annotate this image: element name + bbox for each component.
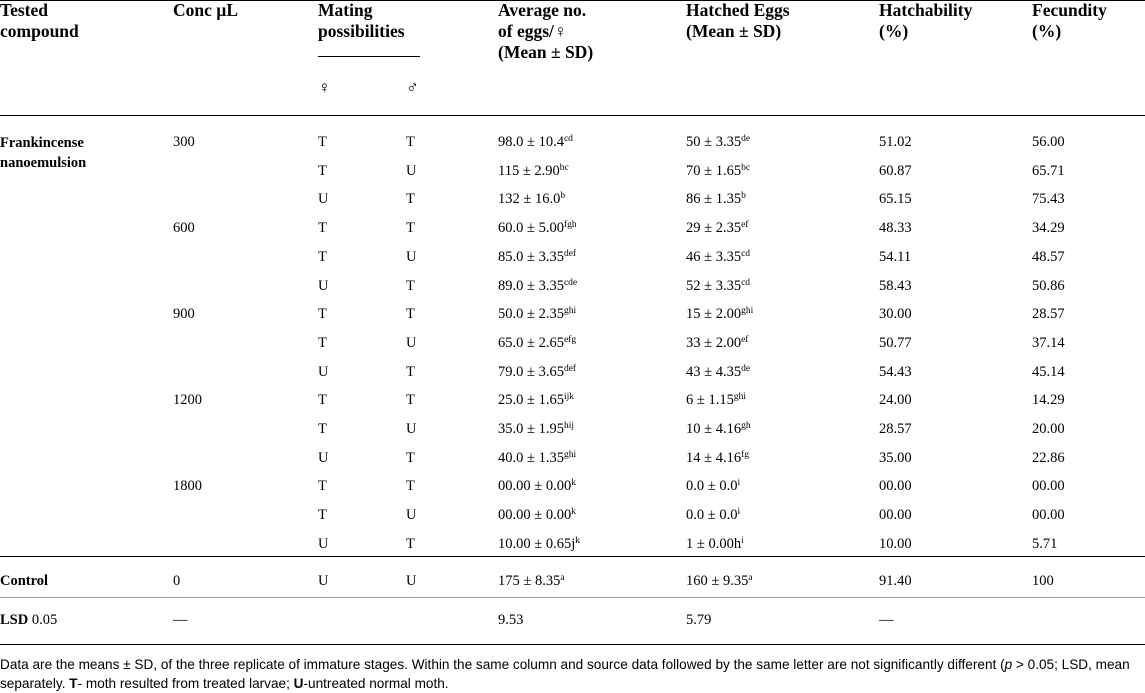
control-hatched-value: 160 ± 9.35 — [686, 573, 749, 589]
cell-avg-eggs-value: 40.0 ± 1.35 — [498, 450, 564, 466]
cell-avg-eggs-sup: cde — [563, 278, 578, 288]
cell-avg-eggs-sup: b — [560, 191, 566, 201]
cell-avg-eggs-value: 50.0 ± 2.35 — [498, 306, 564, 322]
cell-female: T — [318, 421, 327, 437]
cell-hatched-eggs-value: 70 ± 1.65 — [686, 163, 742, 179]
cell-fecundity: 14.29 — [1032, 392, 1065, 408]
cell-fecundity: 50.86 — [1032, 278, 1065, 294]
header-avg-line3: (Mean ± SD) — [498, 42, 594, 62]
cell-hatched-eggs-sup: b — [741, 191, 746, 201]
cell-avg-eggs-value: 65.0 ± 2.65 — [498, 335, 564, 351]
cell-hatched-eggs — [686, 506, 740, 524]
cell-hatched-eggs-sup: ef — [741, 335, 749, 345]
cell-avg-eggs — [498, 506, 576, 524]
cell-hatched-eggs — [686, 162, 750, 180]
cell-female: U — [318, 450, 329, 466]
compound-line2: nanoemulsion — [0, 155, 87, 171]
cell-avg-eggs — [498, 219, 577, 237]
header-hatchability-line1: Hatchability — [879, 0, 973, 20]
cell-conc: 300 — [173, 134, 195, 150]
header-fecundity-line2: (%) — [1032, 21, 1062, 41]
cell-fecundity: 00.00 — [1032, 478, 1065, 494]
cell-conc: 1200 — [173, 392, 202, 408]
compound-label — [0, 133, 86, 173]
cell-hatchability: 60.87 — [879, 163, 912, 179]
cell-female: T — [318, 335, 327, 351]
cell-avg-eggs-value: 60.0 ± 5.00 — [498, 220, 564, 236]
cell-female: T — [318, 306, 327, 322]
cell-male: T — [406, 364, 415, 380]
cell-fecundity: 5.71 — [1032, 536, 1058, 552]
header-hatched-line1: Hatched Eggs — [686, 0, 790, 20]
cell-male: T — [406, 306, 415, 322]
cell-hatched-eggs-value: 33 ± 2.00 — [686, 335, 742, 351]
cell-male: U — [406, 249, 417, 265]
control-hatched — [686, 572, 753, 590]
cell-hatchability: 30.00 — [879, 306, 912, 322]
cell-avg-eggs — [498, 391, 574, 409]
cell-hatched-eggs-sup: cd — [741, 278, 751, 288]
cell-hatchability: 54.43 — [879, 364, 912, 380]
control-conc: 0 — [173, 573, 181, 589]
cell-female: T — [318, 507, 327, 523]
header-tested-line2: compound — [0, 21, 79, 41]
cell-fecundity: 34.29 — [1032, 220, 1065, 236]
header-conc: Conc µL — [173, 0, 239, 20]
cell-avg-eggs — [498, 248, 576, 266]
footnote-text1: Data are the means ± SD, of the three replicate of immature stages. Within the same column and source data followed by the same letter are not significantly different ( — [0, 657, 1005, 672]
lsd-label-bold: LSD — [0, 612, 29, 628]
cell-hatched-eggs-value: 52 ± 3.35 — [686, 278, 742, 294]
header-hatched-eggs — [686, 0, 790, 42]
cell-avg-eggs-value: 25.0 ± 1.65 — [498, 392, 564, 408]
footnote-line2 — [0, 674, 1145, 693]
cell-hatched-eggs — [686, 305, 753, 323]
cell-fecundity: 28.57 — [1032, 306, 1065, 322]
cell-avg-eggs-sup: ijk — [563, 392, 574, 402]
cell-hatched-eggs-sup: ghi — [733, 392, 746, 402]
cell-hatched-eggs-value: 1 ± 0.00h — [686, 536, 742, 552]
cell-hatched-eggs — [686, 190, 746, 208]
lsd-conc: — — [173, 612, 188, 628]
cell-hatchability: 00.00 — [879, 507, 912, 523]
cell-avg-eggs-value: 115 ± 2.90 — [498, 163, 560, 179]
footnote-t-text: - moth resulted from treated larvae; — [77, 676, 294, 691]
lsd-top-rule — [0, 597, 1145, 598]
cell-avg-eggs — [498, 334, 576, 352]
cell-male: U — [406, 421, 417, 437]
cell-hatched-eggs-sup: fg — [741, 450, 750, 460]
header-mating — [318, 0, 405, 42]
cell-female: U — [318, 536, 329, 552]
header-mating-line2: possibilities — [318, 21, 405, 41]
cell-avg-eggs-sup: fgh — [563, 220, 577, 230]
lsd-label — [0, 611, 57, 629]
cell-avg-eggs-value: 85.0 ± 3.35 — [498, 249, 564, 265]
cell-fecundity: 00.00 — [1032, 507, 1065, 523]
cell-male: T — [406, 392, 415, 408]
cell-hatched-eggs-sup: i — [737, 478, 741, 488]
control-fecundity: 100 — [1032, 573, 1054, 589]
cell-avg-eggs-sup: bc — [559, 163, 569, 173]
cell-hatchability: 54.11 — [879, 249, 912, 265]
cell-female: T — [318, 392, 327, 408]
cell-female: T — [318, 134, 327, 150]
header-hatched-line2: (Mean ± SD) — [686, 21, 782, 41]
cell-hatchability: 48.33 — [879, 220, 912, 236]
cell-hatched-eggs — [686, 535, 744, 553]
cell-avg-eggs — [498, 162, 569, 180]
cell-male: T — [406, 478, 415, 494]
control-avg-sup: a — [560, 573, 565, 583]
cell-hatchability: 10.00 — [879, 536, 912, 552]
cell-hatched-eggs-value: 43 ± 4.35 — [686, 364, 742, 380]
cell-male: U — [406, 163, 417, 179]
cell-avg-eggs-sup: ghi — [563, 450, 577, 460]
header-avg-line2: of eggs/♀ — [498, 21, 568, 41]
cell-hatchability: 00.00 — [879, 478, 912, 494]
header-avg-line1: Average no. — [498, 0, 587, 20]
cell-fecundity: 75.43 — [1032, 191, 1065, 207]
cell-hatched-eggs — [686, 477, 740, 495]
cell-hatched-eggs-sup: i — [741, 536, 744, 546]
cell-hatched-eggs-value: 46 ± 3.35 — [686, 249, 742, 265]
cell-avg-eggs-value: 89.0 ± 3.35 — [498, 278, 564, 294]
header-tested-line1: Tested — [0, 0, 48, 20]
cell-avg-eggs — [498, 277, 577, 295]
control-top-rule — [0, 556, 1145, 557]
cell-male: T — [406, 191, 415, 207]
cell-hatched-eggs — [686, 391, 746, 409]
cell-hatched-eggs-value: 0.0 ± 0.0 — [686, 478, 738, 494]
header-fecundity-line1: Fecundity — [1032, 0, 1107, 20]
cell-hatched-eggs-sup: de — [741, 364, 751, 374]
cell-conc: 600 — [173, 220, 195, 236]
cell-hatched-eggs-value: 0.0 ± 0.0 — [686, 507, 738, 523]
cell-conc: 900 — [173, 306, 195, 322]
cell-male: T — [406, 536, 415, 552]
cell-hatchability: 28.57 — [879, 421, 912, 437]
cell-fecundity: 45.14 — [1032, 364, 1065, 380]
header-hatchability-line2: (%) — [879, 21, 909, 41]
footnote-text1-end: > 0.05; LSD, mean — [1012, 657, 1130, 672]
cell-hatched-eggs — [686, 219, 748, 237]
cell-hatched-eggs — [686, 334, 748, 352]
cell-avg-eggs-value: 00.00 ± 0.00 — [498, 478, 572, 494]
cell-avg-eggs — [498, 420, 574, 438]
cell-fecundity: 37.14 — [1032, 335, 1065, 351]
cell-fecundity: 48.57 — [1032, 249, 1065, 265]
header-male-symbol: ♂ — [406, 78, 419, 97]
cell-hatched-eggs-sup: bc — [741, 163, 751, 173]
bottom-rule — [0, 644, 1145, 645]
cell-avg-eggs — [498, 363, 576, 381]
header-avg-eggs — [498, 0, 593, 63]
header-hatchability — [879, 0, 972, 42]
control-label: Control — [0, 573, 49, 589]
cell-avg-eggs — [498, 477, 576, 495]
cell-female: U — [318, 278, 329, 294]
lsd-label-rest: 0.05 — [28, 612, 58, 628]
cell-female: T — [318, 478, 327, 494]
cell-avg-eggs-sup: k — [571, 478, 576, 488]
cell-avg-eggs-sup: k — [571, 507, 576, 517]
cell-hatched-eggs-value: 14 ± 4.16 — [686, 450, 742, 466]
cell-hatched-eggs-sup: ef — [741, 220, 749, 230]
cell-male: T — [406, 278, 415, 294]
compound-line1: Frankincense — [0, 135, 84, 151]
table-footnote — [0, 655, 1145, 693]
cell-hatched-eggs-value: 10 ± 4.16 — [686, 421, 742, 437]
lsd-hatchability: — — [879, 612, 894, 628]
cell-hatched-eggs — [686, 277, 750, 295]
cell-avg-eggs — [498, 305, 576, 323]
cell-hatched-eggs — [686, 420, 751, 438]
cell-fecundity: 22.86 — [1032, 450, 1065, 466]
footnote-u: U — [293, 676, 304, 691]
cell-avg-eggs-value: 132 ± 16.0 — [498, 191, 561, 207]
cell-hatched-eggs-sup: cd — [741, 249, 751, 259]
cell-hatchability: 51.02 — [879, 134, 912, 150]
header-fecundity — [1032, 0, 1107, 42]
cell-avg-eggs-sup: def — [563, 249, 577, 259]
cell-female: T — [318, 163, 327, 179]
cell-hatched-eggs-sup: i — [737, 507, 741, 517]
header-mating-line1: Mating — [318, 0, 373, 20]
header-rule — [0, 115, 1145, 116]
cell-male: T — [406, 220, 415, 236]
cell-female: U — [318, 364, 329, 380]
footnote-t: T — [69, 676, 78, 691]
cell-avg-eggs-sup: k — [575, 536, 580, 546]
control-hatchability: 91.40 — [879, 573, 912, 589]
cell-avg-eggs-sup: ghi — [563, 306, 577, 316]
cell-avg-eggs — [498, 133, 573, 151]
footnote-text2: separately. — [0, 676, 70, 691]
footnote-p: p — [1004, 657, 1013, 672]
cell-hatched-eggs-value: 6 ± 1.15 — [686, 392, 734, 408]
lsd-avg: 9.53 — [498, 612, 524, 628]
cell-male: T — [406, 134, 415, 150]
control-female: U — [318, 573, 329, 589]
cell-hatchability: 35.00 — [879, 450, 912, 466]
cell-hatched-eggs-sup: ghi — [741, 306, 754, 316]
cell-male: T — [406, 450, 415, 466]
cell-avg-eggs — [498, 535, 580, 553]
control-avg-value: 175 ± 8.35 — [498, 573, 561, 589]
cell-hatchability: 24.00 — [879, 392, 912, 408]
cell-avg-eggs-sup: def — [563, 364, 577, 374]
cell-hatched-eggs-value: 29 ± 2.35 — [686, 220, 742, 236]
cell-avg-eggs-value: 79.0 ± 3.65 — [498, 364, 564, 380]
header-tested-compound — [0, 0, 79, 42]
cell-avg-eggs — [498, 190, 565, 208]
cell-hatched-eggs-sup: de — [741, 134, 751, 144]
mating-underline — [318, 56, 420, 57]
cell-fecundity: 20.00 — [1032, 421, 1065, 437]
header-female-symbol: ♀ — [318, 78, 331, 97]
lsd-hatched: 5.79 — [686, 612, 712, 628]
cell-hatched-eggs-value: 86 ± 1.35 — [686, 191, 742, 207]
cell-hatched-eggs — [686, 133, 750, 151]
cell-avg-eggs — [498, 449, 576, 467]
cell-hatchability: 65.15 — [879, 191, 912, 207]
cell-fecundity: 65.71 — [1032, 163, 1065, 179]
cell-hatchability: 58.43 — [879, 278, 912, 294]
cell-hatched-eggs-value: 50 ± 3.35 — [686, 134, 742, 150]
control-hatched-sup: a — [748, 573, 753, 583]
control-avg — [498, 572, 565, 590]
cell-hatched-eggs — [686, 363, 750, 381]
cell-avg-eggs-sup: hij — [563, 421, 574, 431]
cell-female: T — [318, 220, 327, 236]
cell-fecundity: 56.00 — [1032, 134, 1065, 150]
cell-hatched-eggs — [686, 248, 750, 266]
cell-hatched-eggs — [686, 449, 749, 467]
cell-avg-eggs-value: 10.00 ± 0.65j — [498, 536, 576, 552]
cell-female: U — [318, 191, 329, 207]
cell-hatchability: 50.77 — [879, 335, 912, 351]
cell-male: U — [406, 335, 417, 351]
cell-avg-eggs-sup: cd — [563, 134, 573, 144]
footnote-u-text: -untreated normal moth. — [303, 676, 449, 691]
cell-male: U — [406, 507, 417, 523]
cell-conc: 1800 — [173, 478, 202, 494]
cell-avg-eggs-value: 00.00 ± 0.00 — [498, 507, 572, 523]
cell-avg-eggs-value: 98.0 ± 10.4 — [498, 134, 564, 150]
cell-avg-eggs-value: 35.0 ± 1.95 — [498, 421, 564, 437]
control-male: U — [406, 573, 417, 589]
cell-female: T — [318, 249, 327, 265]
footnote-line1 — [0, 655, 1145, 674]
cell-avg-eggs-sup: efg — [563, 335, 577, 345]
cell-hatched-eggs-sup: gh — [741, 421, 751, 431]
cell-hatched-eggs-value: 15 ± 2.00 — [686, 306, 742, 322]
